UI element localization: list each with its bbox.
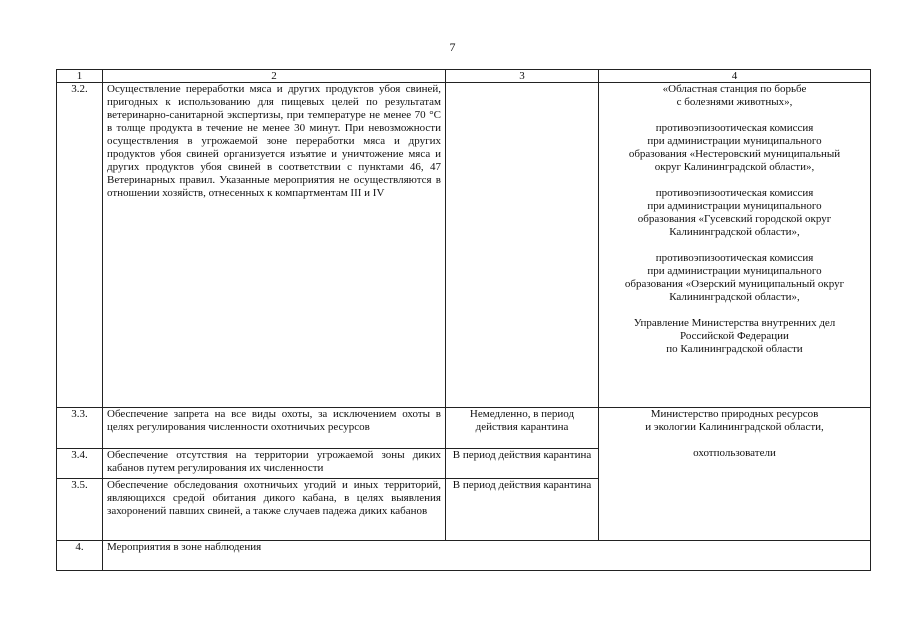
responsible-entry: «Областная станция по борьбе с болезнями животных»,	[662, 83, 807, 108]
column-header: 2	[103, 70, 446, 83]
row-number: 3.3.	[57, 408, 103, 449]
responsible-entry: Министерство природных ресурсов и экологии Калининградской области,	[645, 408, 824, 433]
column-header: 1	[57, 70, 103, 83]
row-number: 3.2.	[57, 83, 103, 408]
responsible-cell	[599, 408, 871, 541]
page-number: 7	[449, 40, 456, 54]
responsible-entry: противоэпизоотическая комиссия при администрации муниципального образования «Гусевский городской округ Калининградской области»,	[637, 187, 832, 238]
responsible-cell	[599, 83, 871, 408]
table-row	[57, 541, 871, 571]
measure-text: Обеспечение отсутствия на территории угрожаемой зоны диких кабанов путем регулирования их численности	[103, 449, 446, 479]
measure-text: Осуществление переработки мяса и других продуктов убоя свиней, пригодных к использованию для пищевых целей по результатам ветеринарно-санитарной экспертизы, при температуре не менее 70 °С в толще продукта в течение не менее 30 минут. При невозможности осуществления в угрожаемой зоне переработки мяса и других продуктов убоя свиней организуется изъятие и уничтожение мяса и других продуктов убоя свиней в соответствии с пунктами 46, 47 Ветеринарных правил. Указанные мероприятия не осуществляются в отношении хозяйств, отнесенных к компартментам III и IV	[103, 83, 446, 408]
responsible-entry: противоэпизоотическая комиссия при администрации муниципального образования «Озерский муниципальный округ Калининградской области»,	[624, 252, 845, 303]
measure-text: Обеспечение обследования охотничьих угодий и иных территорий, являющихся средой обитания дикого кабана, в целях выявления захоронений павших свиней, а также случаев падежа диких кабанов	[103, 479, 446, 541]
table-header-row	[57, 70, 871, 83]
term-text: Немедленно, в период действия карантина	[446, 408, 599, 449]
measure-text: Обеспечение запрета на все виды охоты, за исключением охоты в целях регулирования численности охотничьих ресурсов	[103, 408, 446, 449]
row-number: 4.	[57, 541, 103, 571]
responsible-entry: охотпользователи	[693, 447, 776, 459]
responsible-entry: противоэпизоотическая комиссия при администрации муниципального образования «Нестеровский муниципальный округ Калининградской области»,	[628, 122, 841, 173]
section-heading: Мероприятия в зоне наблюдения	[103, 541, 871, 571]
column-header: 3	[446, 70, 599, 83]
term-text: В период действия карантина	[446, 449, 599, 479]
measures-table	[56, 69, 871, 571]
row-number: 3.4.	[57, 449, 103, 479]
responsible-entry: Управление Министерства внутренних дел Российской Федерации по Калининградской области	[633, 317, 836, 355]
term-text	[446, 83, 599, 408]
table-row	[57, 408, 871, 449]
term-text: В период действия карантина	[446, 479, 599, 541]
table-row	[57, 83, 871, 408]
row-number: 3.5.	[57, 479, 103, 541]
column-header: 4	[599, 70, 871, 83]
